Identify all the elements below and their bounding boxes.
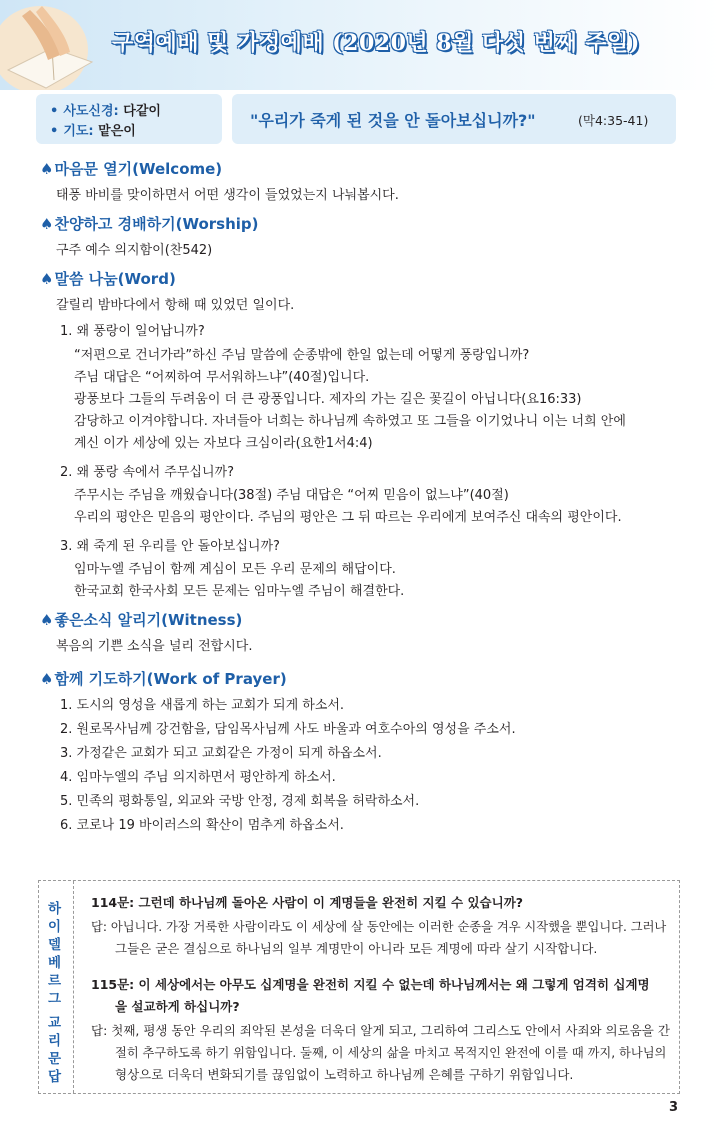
section-welcome-title: ♠마음문 열기(Welcome) [40,160,223,178]
catechism-answer-114: 답: 아닙니다. 가장 거룩한 사람이라도 이 세상에 살 동안에는 이러한 순종을 겨우 시작했을 뿐입니다. 그러나 [91,920,667,934]
liturgy-box [36,94,222,144]
sermon-title: "우리가 죽게 된 것을 안 돌아보십니까?" [250,111,536,130]
prayer-item: 5. 민족의 평화통일, 외교와 국방 안정, 경제 회복을 허락하소서. [60,794,420,809]
question-3: 3. 왜 죽게 된 우리를 안 돌아보십니까? [60,539,280,554]
question-1: 1. 왜 풍랑이 일어납니까? [60,324,205,339]
sermon-verse-box [232,94,676,144]
creed-label: 사도신경: [63,104,119,119]
catechism-answer-115: 답: 첫째, 평생 동안 우리의 죄악된 본성을 더욱더 알게 되고, 그리하여 그리스도 안에서 사죄와 의로움을 간 [91,1023,670,1038]
spade-icon: ♠ [40,160,54,178]
catechism-question-115: 을 설교하게 하십니까? [115,999,240,1014]
question-1-line: 주님 대답은 “어찌하여 무서워하느냐”(40절)입니다. [74,370,370,385]
prayer-value: 맡은이 [98,124,136,139]
question-1-line: “저편으로 건너가라”하신 주님 말씀에 순종밖에 한일 없는데 어떻게 풍랑입니까? [74,348,530,363]
section-witness-title: ♠좋은소식 알리기(Witness) [40,611,243,629]
section-prayer-title: ♠함께 기도하기(Work of Prayer) [40,670,287,688]
page-number: 3 [668,1100,678,1115]
prayer-item: • 기도: 맡은이 [50,124,136,139]
catechism-answer-115: 절히 추구하도록 하기 위함입니다. 둘째, 이 세상의 삶을 마치고 목적지인 완전에 이를 때 까지, 하나님의 [115,1046,667,1060]
prayer-item: 2. 원로목사님께 강건함을, 담임목사님께 사도 바울과 여호수아의 영성을 주소서. [60,722,516,737]
heidelberg-catechism-box [38,880,680,1094]
prayer-item: 1. 도시의 영성을 새롭게 하는 교회가 되게 하소서. [60,698,345,713]
spade-icon: ♠ [40,270,54,288]
scripture-reference: (막4:35-41) [578,113,649,128]
section-word-title: ♠말씀 나눔(Word) [40,270,176,288]
word-intro: 갈릴리 밤바다에서 항해 때 있었던 일이다. [56,298,295,313]
catechism-side-label: 하 이 델 베 르 그 교 리 문 답 [39,881,74,1093]
spade-icon: ♠ [40,670,54,688]
page-title: 구역예배 및 가정예배 (2020년 8월 다섯 번째 주일) [112,30,640,56]
praying-hands-bible-image [0,0,110,90]
prayer-label: 기도: [63,124,94,139]
prayer-item: 3. 가정같은 교회가 되고 교회같은 가정이 되게 하옵소서. [60,746,382,761]
witness-text: 복음의 기쁜 소식을 널리 전합시다. [56,639,253,654]
page-header [0,0,720,90]
creed-item: • 사도신경: 다같이 [50,104,161,119]
creed-value: 다같이 [123,104,161,119]
catechism-question-115: 115문: 이 세상에서는 아무도 십계명을 완전히 지킬 수 없는데 하나님께서는 왜 그렇게 엄격히 십계명 [91,977,650,992]
prayer-item: 6. 코로나 19 바이러스의 확산이 멈추게 하옵소서. [60,818,344,833]
question-3-line: 한국교회 한국사회 모든 문제는 임마누엘 주님이 해결한다. [74,584,405,599]
catechism-answer-114: 그들은 굳은 결심으로 하나님의 일부 계명만이 아니라 모든 계명에 따라 살기 시작합니다. [115,941,598,956]
question-2: 2. 왜 풍랑 속에서 주무십니까? [60,465,234,480]
question-3-line: 임마누엘 주님이 함께 계심이 모든 우리 문제의 해답이다. [74,562,396,577]
prayer-item: 4. 임마누엘의 주님 의지하면서 평안하게 하소서. [60,770,336,785]
spade-icon: ♠ [40,611,54,629]
catechism-answer-115: 형상으로 더욱더 변화되기를 끊임없이 노력하고 하나님께 은혜를 구하기 위함입니다. [115,1067,574,1082]
question-1-line: 계신 이가 세상에 있는 자보다 크심이라(요한1서4:4) [74,436,373,451]
question-1-line: 광풍보다 그들의 두려움이 더 큰 광풍입니다. 제자의 가는 길은 꽃길이 아닙니다(요16:33) [74,392,582,407]
catechism-question-114: 114문: 그런데 하나님께 돌아온 사람이 이 계명들을 완전히 지킬 수 있습니까? [91,895,524,910]
welcome-text: 태풍 바비를 맞이하면서 어떤 생각이 들었었는지 나눠봅시다. [56,188,399,203]
worship-text: 구주 예수 의지함이(찬542) [56,243,213,258]
question-2-line: 우리의 평안은 믿음의 평안이다. 주님의 평안은 그 뒤 따르는 우리에게 보여주신 대속의 평안이다. [74,510,622,525]
question-2-line: 주무시는 주님을 깨웠습니다(38절) 주님 대답은 “어찌 믿음이 없느냐”(40절) [74,488,509,503]
section-worship-title: ♠찬양하고 경배하기(Worship) [40,215,259,233]
spade-icon: ♠ [40,215,54,233]
question-1-line: 감당하고 이겨야합니다. 자녀들아 너희는 하나님께 속하였고 또 그들을 이기었나니 이는 너희 안에 [74,414,626,429]
